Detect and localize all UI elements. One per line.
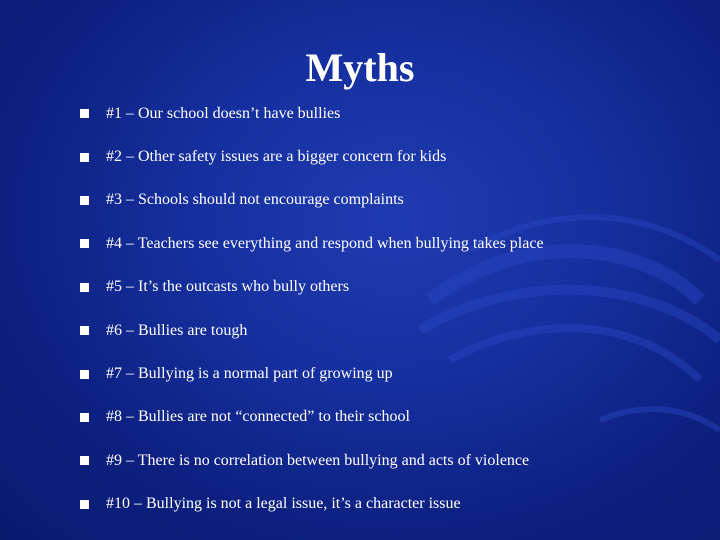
bullet-text: #7 – Bullying is a normal part of growing up — [106, 365, 393, 383]
bullet-item-3 — [80, 179, 700, 222]
bullet-item-9 — [80, 439, 700, 482]
bullet-item-8 — [80, 396, 700, 439]
square-bullet-icon — [80, 153, 89, 162]
bullet-item-6 — [80, 309, 700, 352]
square-bullet-icon — [80, 456, 89, 465]
slide-title — [0, 44, 720, 92]
bullet-text: #6 – Bullies are tough — [106, 321, 248, 339]
bullet-text: #10 – Bullying is not a legal issue, it’s a character issue — [106, 495, 461, 513]
myths-bullet-list — [80, 92, 700, 526]
bullet-text: #4 – Teachers see everything and respond when bullying takes place — [106, 234, 544, 252]
square-bullet-icon — [80, 239, 89, 248]
square-bullet-icon — [80, 370, 89, 379]
square-bullet-icon — [80, 413, 89, 422]
bullet-item-5 — [80, 266, 700, 309]
bullet-text: #2 – Other safety issues are a bigger concern for kids — [106, 148, 447, 166]
bullet-item-2 — [80, 135, 700, 178]
square-bullet-icon — [80, 326, 89, 335]
square-bullet-icon — [80, 196, 89, 205]
bullet-item-7 — [80, 352, 700, 395]
bullet-text: #9 – There is no correlation between bullying and acts of violence — [106, 451, 530, 469]
square-bullet-icon — [80, 500, 89, 509]
square-bullet-icon — [80, 109, 89, 118]
slide-title-text: Myths — [305, 45, 415, 90]
bullet-text: #1 – Our school doesn’t have bullies — [106, 104, 341, 122]
bullet-text: #3 – Schools should not encourage complaints — [106, 191, 404, 209]
bullet-item-1 — [80, 92, 700, 135]
bullet-text: #5 – It’s the outcasts who bully others — [106, 278, 350, 296]
bullet-text: #8 – Bullies are not “connected” to their school — [106, 408, 410, 426]
square-bullet-icon — [80, 283, 89, 292]
bullet-item-4 — [80, 222, 700, 265]
bullet-item-10 — [80, 483, 700, 526]
